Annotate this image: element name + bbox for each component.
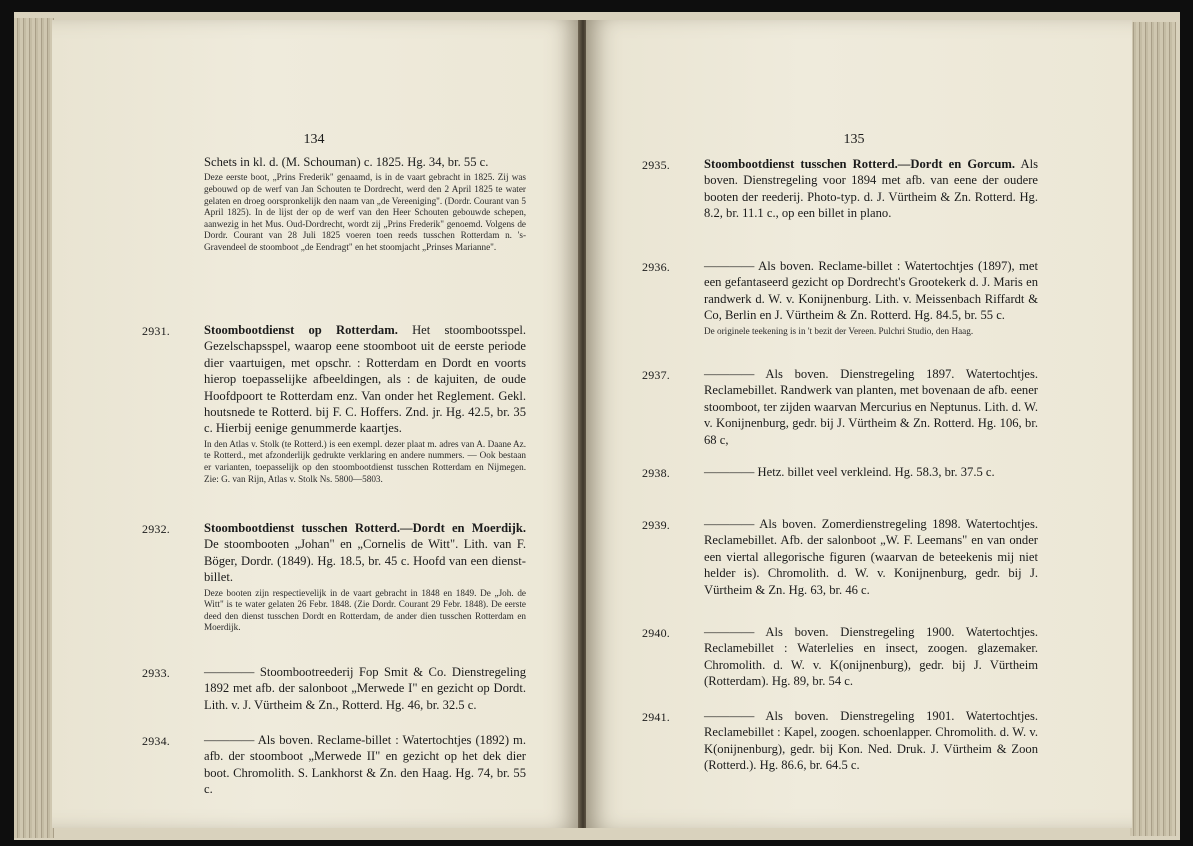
- entry-title: Stoombootdienst tusschen Rotterd.—Dordt en Gorcum.: [704, 157, 1016, 171]
- entry-2932: [142, 520, 526, 634]
- entry-text: ———— Hetz. billet veel verkleind. Hg. 58.3, br. 37.5 c.: [704, 465, 995, 479]
- page-number: 134: [303, 132, 325, 147]
- entry-number: 2933.: [142, 666, 170, 680]
- entry-text: ———— Als boven. Dienstregeling 1901. Watertochtjes. Reclamebillet : Kapel, zoogen. schoenlapper. Chromolith. d. W. v. K(onijnenburg), gedr. bij Kon. Ned. Druk. J. Vürtheim & Zoon (Rotterd.). Hg. 86.6, br. 64.5 c.: [704, 709, 1038, 773]
- page-edges-left: [14, 18, 54, 838]
- entry-number: 2941.: [642, 710, 670, 724]
- page-edges-right: [1130, 22, 1176, 836]
- left-page: [52, 20, 580, 828]
- page-number: 135: [843, 132, 865, 147]
- entry-number: 2931.: [142, 324, 170, 338]
- entry-text: [204, 322, 526, 437]
- entry-intro: [204, 154, 526, 254]
- entry-text: ———— Als boven. Dienstregeling 1900. Watertochtjes. Reclamebillet : Waterlelies en insect, zoogen. glazemaker. Chromolith. d. W. v. K(onijnenburg), gedr. bij J. Vürtheim (Rotterdam). Hg. 89, br. 54 c.: [704, 625, 1038, 689]
- entry-text: ———— Als boven. Reclame-billet : Watertochtjes (1892) m. afb. der stoomboot „Merwede II" en gezicht op het dek dier boot. Chromolith. S. Lankhorst & Zn. den Haag. Hg. 74, br. 55 c.: [204, 733, 526, 797]
- entry-2934: [142, 732, 526, 798]
- entry-note: De originele teekening is in 't bezit der Vereen. Pulchri Studio, den Haag.: [704, 325, 974, 336]
- entry-2936: [642, 258, 1038, 337]
- entry-text: Schets in kl. d. (M. Schouman) c. 1825. Hg. 34, br. 55 c.: [204, 155, 489, 169]
- entry-number: 2937.: [642, 368, 670, 382]
- entry-number: 2940.: [642, 626, 670, 640]
- entry-2941: [642, 708, 1038, 774]
- entry-2940: [642, 624, 1038, 690]
- entry-text: ———— Als boven. Dienstregeling 1897. Watertochtjes. Reclamebillet. Randwerk van planten, met bovenaan de afb. eener stoomboot, ter zijden waarvan Mercurius en Neptunus. Lith. d. W. v. Konijnenburg, gedr. bij J. Vürtheim & Zn. Rotterd. Hg. 106, br. 68 c,: [704, 367, 1038, 447]
- entry-2933: [142, 664, 526, 713]
- entry-description: De stoombooten „Johan" en „Cornelis de Witt". Lith. van F. Böger, Dordr. (1849). Hg. 18.5, br. 45 c. Hoofd van een dienst-billet.: [204, 537, 526, 585]
- entry-note: Deze eerste boot, „Prins Frederik" genaamd, is in de vaart gebracht in 1825. Zij was gebouwd op de werf van Jan Schouten te Dordrecht, werd den 2 April 1825 te water gelaten en droeg oorspronkelijk den naam van „de Vereeniging". (Dordr. Courant van 5 April 1825). In de lijst der op de werf van den Heer Schouten gebouwde schepen, aanwezig in het Mus. Oud-Dordrecht, wordt zij „Prins Frederik" genoemd. Volgens de Dordr. Courant van 28 Juli 1825 voeren toen reeds tusschen Rotterdam n. 's-Gravendeel de stoomboot „de Eendragt" en het stoomjacht „Prinses Marianne".: [204, 172, 526, 252]
- entry-number: 2935.: [642, 158, 670, 172]
- entry-text: ———— Als boven. Zomerdienstregeling 1898. Watertochtjes. Reclamebillet. Afb. der salonboot „W. F. Leemans" en van onder een viertal allegorische figuren (waarvan de beteekenis mij niet helder is). Chromolith. d. W. v. Konijnenburg, gedr. bij J. Vürtheim & Zn. Hg. 63, br. 46 c.: [704, 517, 1038, 597]
- entry-title: Stoombootdienst tusschen Rotterd.—Dordt en Moerdijk.: [204, 521, 526, 535]
- entry-2937: [642, 366, 1038, 448]
- entry-description: Als boven. Dienstregeling voor 1894 met afb. van eene der oudere booten der reederij. Photo-typ. d. J. Vürtheim & Zn. Rotterd. Hg. 8.2, br. 11.1 c., op een billet in plano.: [704, 157, 1038, 221]
- entry-number: 2938.: [642, 466, 670, 480]
- entry-2939: [642, 516, 1038, 598]
- entry-number: 2932.: [142, 522, 170, 536]
- entry-title: Stoombootdienst op Rotterdam.: [204, 323, 398, 337]
- entry-note: Deze booten zijn respectievelijk in de vaart gebracht in 1848 en 1849. De „Joh. de Witt" is te water gelaten 26 Febr. 1848. (Zie Dordr. Courant 29 Febr. 1848). De eerste deed den dienst tusschen Dordt en Rotterdam, de ander dien tusschen Rotterdam en Moerdijk.: [204, 587, 526, 633]
- entry-2938: [642, 464, 1038, 480]
- entry-number: 2934.: [142, 734, 170, 748]
- entry-2935: [642, 156, 1038, 222]
- entry-note: In den Atlas v. Stolk (te Rotterd.) is een exempl. dezer plaat m. adres van A. Daane Az. te Rotterd., met afzonderlijk gedrukte verklaring en andere nummers. — Ook bestaan er varianten, toepasselijk op den stoombootdienst tusschen Rotterdam en Nijmegen. Zie: G. van Rijn, Atlas v. Stolk Ns. 5800—5803.: [204, 438, 526, 484]
- right-page: [586, 20, 1132, 828]
- entry-text: ———— Stoombootreederij Fop Smit & Co. Dienstregeling 1892 met afb. der salonboot „Merwede I" en gezicht op Dordt. Lith. v. J. Vürtheim & Zn., Rotterd. Hg. 46, br. 32.5 c.: [204, 665, 526, 712]
- entry-description: Het stoombootsspel. Gezelschapsspel, waarop eene stoomboot uit de eerste periode dier vaartuigen, met opschr. : Rotterdam en Dordt en voorts hierop toepasselijke afbeeldingen, als : de kajuiten, de oude Hoofdpoort te Rotterdam enz. Van onder het Reglement. Gekl. houtsnede te Rotterd. bij F. C. Hoffers. Znd. jr. Hg. 42.5, br. 35 c. Hierbij eenige genummerde kaartjes.: [204, 323, 526, 436]
- entry-text: [704, 156, 1038, 222]
- entry-text: ———— Als boven. Reclame-billet : Watertochtjes (1897), met een gefantaseerd gezicht op Dordrecht's Grootekerk d. J. Maris en randwerk d. W. v. Konijnenburg. Lith. v. Meissenbach Riffardt & Co, Berlin en J. Vürtheim & Zn. Rotterd. Hg. 84.5, br. 55 c.: [704, 259, 1038, 323]
- entry-number: 2939.: [642, 518, 670, 532]
- entry-number: 2936.: [642, 260, 670, 274]
- entry-2931: [142, 322, 526, 485]
- entry-text: [204, 520, 526, 586]
